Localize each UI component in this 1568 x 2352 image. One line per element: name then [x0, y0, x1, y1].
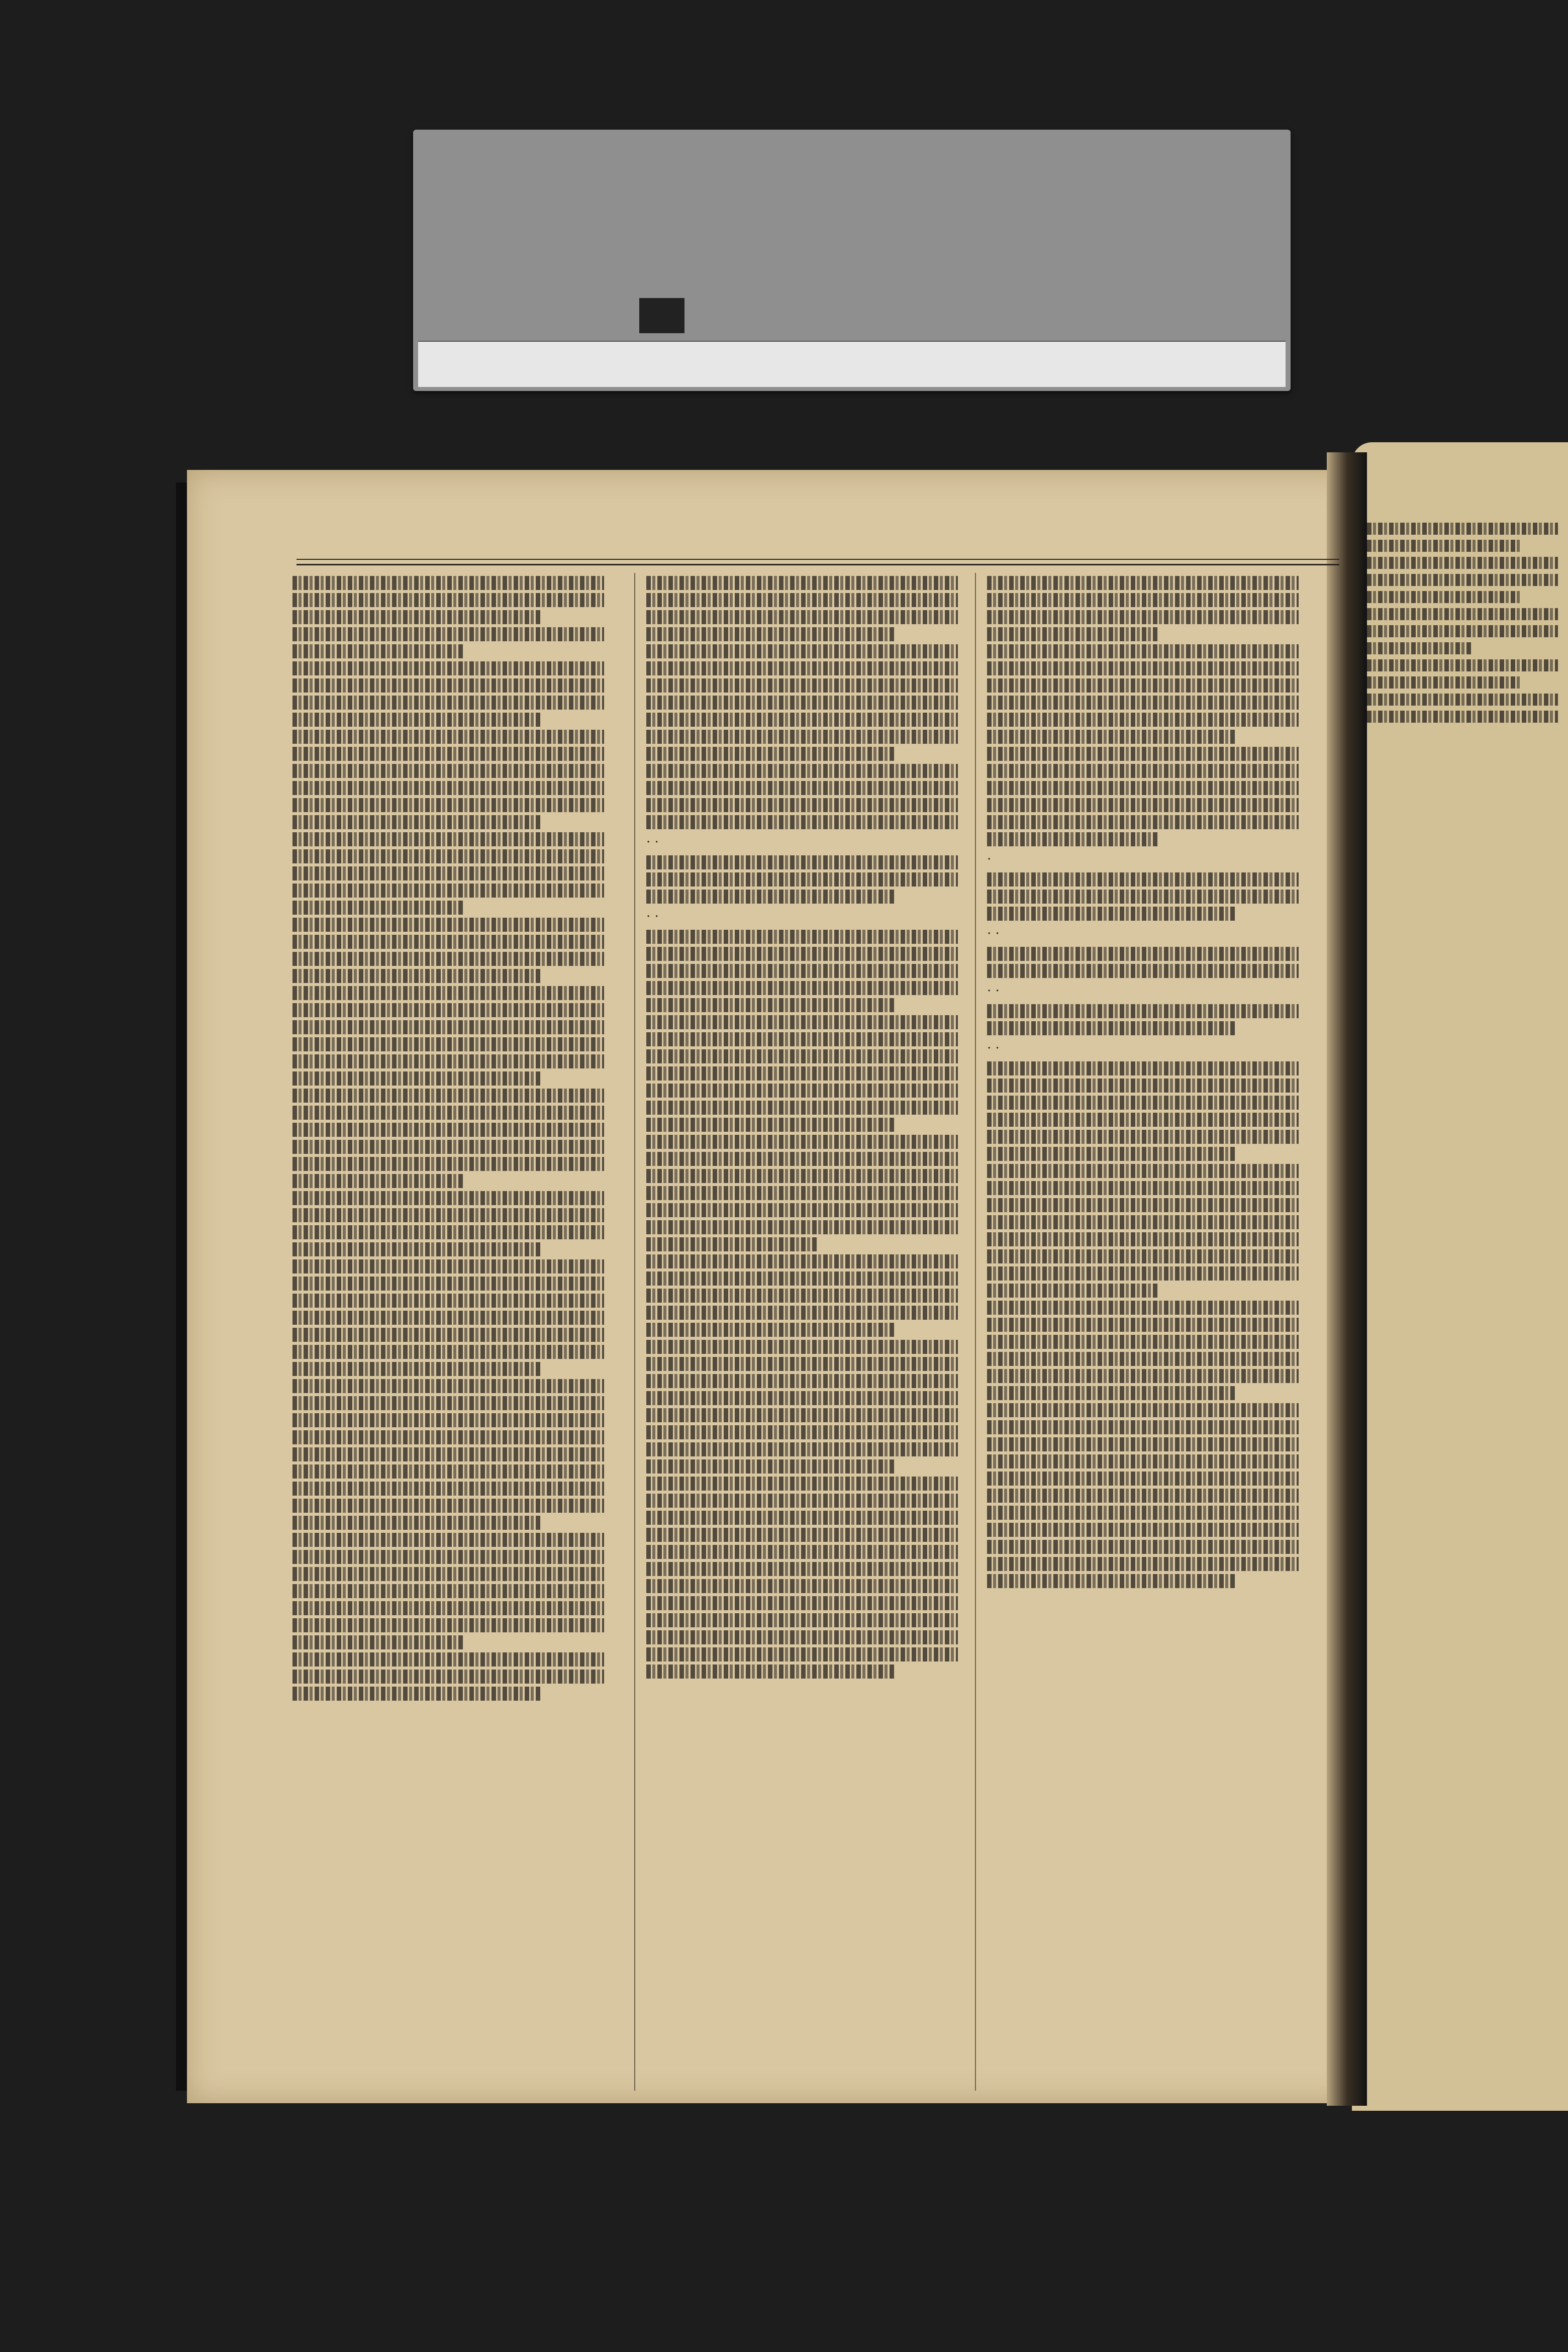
- text-line: [646, 1545, 958, 1559]
- text-line: [292, 747, 604, 761]
- text-line: [987, 1523, 1299, 1537]
- paragraph: · ·: [646, 909, 659, 924]
- text-line: [292, 1362, 542, 1376]
- text-line: [1367, 711, 1558, 723]
- text-line: [987, 1489, 1299, 1503]
- text-line: [292, 849, 604, 863]
- logo: [639, 298, 684, 333]
- text-column-3: [987, 573, 1299, 1591]
- text-line: [292, 1208, 604, 1222]
- text-line: [292, 969, 542, 983]
- text-line: [1367, 523, 1558, 535]
- text-line: [292, 1140, 604, 1154]
- text-line: [1367, 676, 1520, 689]
- text-line: [292, 918, 604, 932]
- text-line: [292, 644, 464, 658]
- text-line: [646, 1442, 958, 1456]
- text-line: [646, 1254, 958, 1268]
- text-line: [292, 1652, 604, 1667]
- text-column-1: [292, 573, 604, 1704]
- text-line: [292, 952, 604, 966]
- ruler: [418, 341, 1286, 387]
- text-line: [646, 627, 896, 641]
- text-line: [1367, 574, 1558, 586]
- book-gutter: [1327, 452, 1367, 2106]
- text-line: [292, 1259, 604, 1273]
- swatch: [707, 133, 804, 206]
- text-line: [646, 1613, 958, 1627]
- text-line: [292, 1003, 604, 1017]
- text-line: [292, 1635, 464, 1649]
- column-divider: [634, 573, 635, 2091]
- text-line: [987, 576, 1299, 590]
- text-line: [987, 781, 1299, 795]
- header-rule: [297, 559, 1339, 565]
- text-line: [292, 798, 604, 812]
- text-line: [987, 644, 1299, 658]
- text-line: [292, 1123, 604, 1137]
- text-line: [646, 1289, 958, 1303]
- text-line: [292, 1037, 604, 1051]
- text-line: [292, 1550, 604, 1564]
- text-line: [292, 781, 604, 795]
- text-line: [292, 1054, 604, 1068]
- paragraph: · ·: [987, 984, 1000, 999]
- text-line: [646, 1237, 818, 1251]
- text-line: [987, 1198, 1299, 1212]
- text-line: [646, 713, 958, 727]
- text-line: [292, 1191, 604, 1205]
- text-line: [1367, 642, 1472, 654]
- text-line: [987, 1420, 1299, 1434]
- text-line: [987, 661, 1299, 675]
- text-line: [987, 1130, 1299, 1144]
- text-line: [646, 1084, 958, 1098]
- text-line: [987, 1004, 1299, 1018]
- text-line: [987, 872, 1299, 887]
- swatch: [513, 208, 610, 278]
- swatch: [804, 208, 901, 278]
- text-line: [292, 832, 604, 846]
- text-line: [646, 1220, 958, 1234]
- text-line: [987, 1301, 1299, 1315]
- text-line: [646, 1306, 958, 1320]
- swatch: [707, 208, 804, 278]
- text-line: [987, 764, 1299, 778]
- text-line: [646, 1494, 958, 1508]
- text-line: [292, 1174, 464, 1188]
- text-line: [987, 1386, 1236, 1400]
- text-line: [1367, 608, 1558, 620]
- swatch: [997, 208, 1094, 278]
- text-line: [292, 1584, 604, 1598]
- text-line: [292, 1516, 542, 1530]
- text-line: [987, 678, 1299, 693]
- text-line: [292, 1396, 604, 1410]
- text-line: [1367, 659, 1558, 671]
- swatch: [1094, 133, 1191, 206]
- paragraph: · ·: [987, 926, 1000, 941]
- text-line: [987, 1335, 1299, 1349]
- swatch: [513, 133, 610, 206]
- text-line: [292, 1482, 604, 1496]
- text-line: [987, 696, 1299, 710]
- text-line: [646, 815, 958, 829]
- text-line: [292, 1106, 604, 1120]
- text-line: [987, 1472, 1299, 1486]
- swatch: [610, 208, 707, 278]
- colour-chart: [413, 130, 1291, 391]
- text-line: [292, 1533, 604, 1547]
- text-line: [292, 1328, 604, 1342]
- text-line: [646, 1459, 896, 1474]
- swatch: [997, 133, 1094, 206]
- text-line: [987, 610, 1299, 624]
- text-line: [292, 815, 542, 829]
- text-line: [646, 644, 958, 658]
- text-line: [987, 798, 1299, 812]
- swatch: [1191, 208, 1288, 278]
- swatch: [610, 133, 707, 206]
- text-line: [646, 1391, 958, 1405]
- text-line: [646, 610, 958, 624]
- text-line: [646, 890, 896, 904]
- text-line: [987, 1266, 1299, 1281]
- text-line: [646, 593, 958, 607]
- text-line: [292, 627, 604, 641]
- text-line: [987, 1181, 1299, 1195]
- text-line: [646, 696, 958, 710]
- text-line: [292, 764, 604, 778]
- text-line: [292, 1618, 604, 1632]
- text-line: [292, 1311, 604, 1325]
- text-line: [292, 661, 604, 675]
- text-line: [987, 1574, 1236, 1588]
- text-line: [1367, 557, 1558, 569]
- text-line: [646, 661, 958, 675]
- text-line: [987, 747, 1299, 761]
- text-line: [987, 1061, 1299, 1075]
- text-line: [646, 798, 958, 812]
- text-line: [987, 1096, 1299, 1110]
- text-line: [292, 884, 604, 898]
- text-line: [646, 1579, 958, 1593]
- text-line: [292, 1430, 604, 1444]
- text-line: [646, 1169, 958, 1183]
- text-line: [646, 1032, 958, 1046]
- text-line: [292, 1294, 604, 1308]
- text-line: [987, 907, 1236, 921]
- text-line: [646, 1664, 896, 1679]
- text-line: [987, 1249, 1299, 1263]
- text-line: [292, 1464, 604, 1479]
- text-line: [292, 1277, 604, 1291]
- text-line: [646, 781, 958, 795]
- facing-page-text: [1367, 518, 1558, 728]
- text-line: [646, 930, 958, 944]
- swatch: [1094, 208, 1191, 278]
- text-line: [646, 1408, 958, 1422]
- text-line: [987, 1284, 1158, 1298]
- text-line: [292, 730, 604, 744]
- text-line: [292, 1601, 604, 1615]
- swatch-row-bottom: [416, 208, 1288, 278]
- text-line: [987, 947, 1299, 961]
- text-line: [646, 1271, 958, 1286]
- paragraph: · ·: [646, 835, 659, 850]
- text-line: [292, 593, 604, 607]
- text-line: [646, 730, 958, 744]
- text-line: [1367, 694, 1558, 706]
- text-line: [987, 832, 1158, 846]
- text-line: [987, 1164, 1299, 1178]
- text-line: [987, 730, 1236, 744]
- text-line: [646, 1101, 958, 1115]
- text-line: [646, 872, 958, 887]
- swatch: [1191, 133, 1288, 206]
- text-line: [646, 764, 958, 778]
- text-line: [987, 1352, 1299, 1366]
- text-line: [292, 1157, 604, 1171]
- text-line: [646, 855, 958, 869]
- swatch: [900, 208, 997, 278]
- text-line: [646, 1357, 958, 1371]
- text-line: [987, 1403, 1299, 1417]
- swatch: [416, 208, 513, 278]
- text-line: [646, 1135, 958, 1149]
- swatch: [900, 133, 997, 206]
- text-line: [292, 1687, 542, 1701]
- text-line: [292, 1089, 604, 1103]
- column-divider: [975, 573, 976, 2091]
- facing-page: [1352, 442, 1568, 2111]
- text-line: [292, 1670, 604, 1684]
- text-line: [987, 1079, 1299, 1093]
- text-line: [646, 1630, 958, 1644]
- text-line: [292, 1379, 604, 1393]
- text-line: [292, 713, 542, 727]
- paragraph: ·: [987, 852, 992, 867]
- text-line: [987, 1021, 1236, 1035]
- text-line: [987, 627, 1158, 641]
- text-line: [292, 696, 604, 710]
- text-line: [987, 713, 1299, 727]
- text-line: [987, 1232, 1299, 1246]
- text-line: [292, 1071, 542, 1086]
- text-line: [292, 901, 464, 915]
- text-line: [292, 1345, 604, 1359]
- text-line: [646, 678, 958, 693]
- text-line: [646, 1152, 958, 1166]
- text-line: [292, 1567, 604, 1581]
- text-line: [292, 1225, 604, 1239]
- text-line: [646, 947, 958, 961]
- text-line: [292, 935, 604, 949]
- text-line: [646, 1015, 958, 1029]
- text-line: [987, 1215, 1299, 1229]
- text-line: [292, 1413, 604, 1427]
- text-line: [987, 1454, 1299, 1468]
- text-line: [987, 1437, 1299, 1451]
- text-line: [987, 1147, 1236, 1161]
- text-line: [987, 1318, 1299, 1332]
- text-line: [646, 1511, 958, 1525]
- text-line: [646, 747, 896, 761]
- text-column-2: [646, 573, 958, 1682]
- swatch: [804, 133, 901, 206]
- text-line: [987, 1540, 1299, 1554]
- text-line: [646, 1118, 896, 1132]
- text-line: [292, 986, 604, 1000]
- text-line: [292, 1499, 604, 1513]
- paragraph: · ·: [987, 1041, 1000, 1056]
- text-line: [646, 1647, 958, 1661]
- text-line: [646, 1049, 958, 1063]
- text-line: [987, 1506, 1299, 1520]
- text-line: [646, 1066, 958, 1081]
- text-line: [646, 964, 958, 978]
- text-line: [987, 964, 1299, 978]
- text-line: [646, 1203, 958, 1217]
- text-line: [987, 815, 1299, 829]
- text-line: [292, 610, 542, 624]
- text-line: [987, 1113, 1299, 1127]
- text-line: [646, 1186, 958, 1200]
- text-line: [292, 1447, 604, 1461]
- text-line: [292, 1020, 604, 1034]
- text-line: [1367, 625, 1558, 637]
- text-line: [292, 1242, 542, 1256]
- text-line: [987, 1557, 1299, 1571]
- text-line: [646, 1596, 958, 1610]
- text-line: [646, 1323, 896, 1337]
- text-line: [646, 981, 958, 995]
- text-line: [1367, 591, 1520, 603]
- text-line: [1367, 540, 1520, 552]
- text-line: [292, 866, 604, 880]
- swatch: [416, 133, 513, 206]
- swatch-row-top: [416, 133, 1288, 206]
- text-line: [646, 1562, 958, 1576]
- text-line: [987, 1369, 1299, 1383]
- text-line: [646, 1374, 958, 1388]
- text-line: [646, 1528, 958, 1542]
- text-line: [646, 1340, 958, 1354]
- text-line: [646, 998, 896, 1012]
- text-line: [646, 1477, 958, 1491]
- text-line: [646, 576, 958, 590]
- text-line: [987, 593, 1299, 607]
- text-line: [987, 890, 1299, 904]
- text-line: [646, 1425, 958, 1439]
- text-line: [292, 576, 604, 590]
- text-line: [292, 678, 604, 693]
